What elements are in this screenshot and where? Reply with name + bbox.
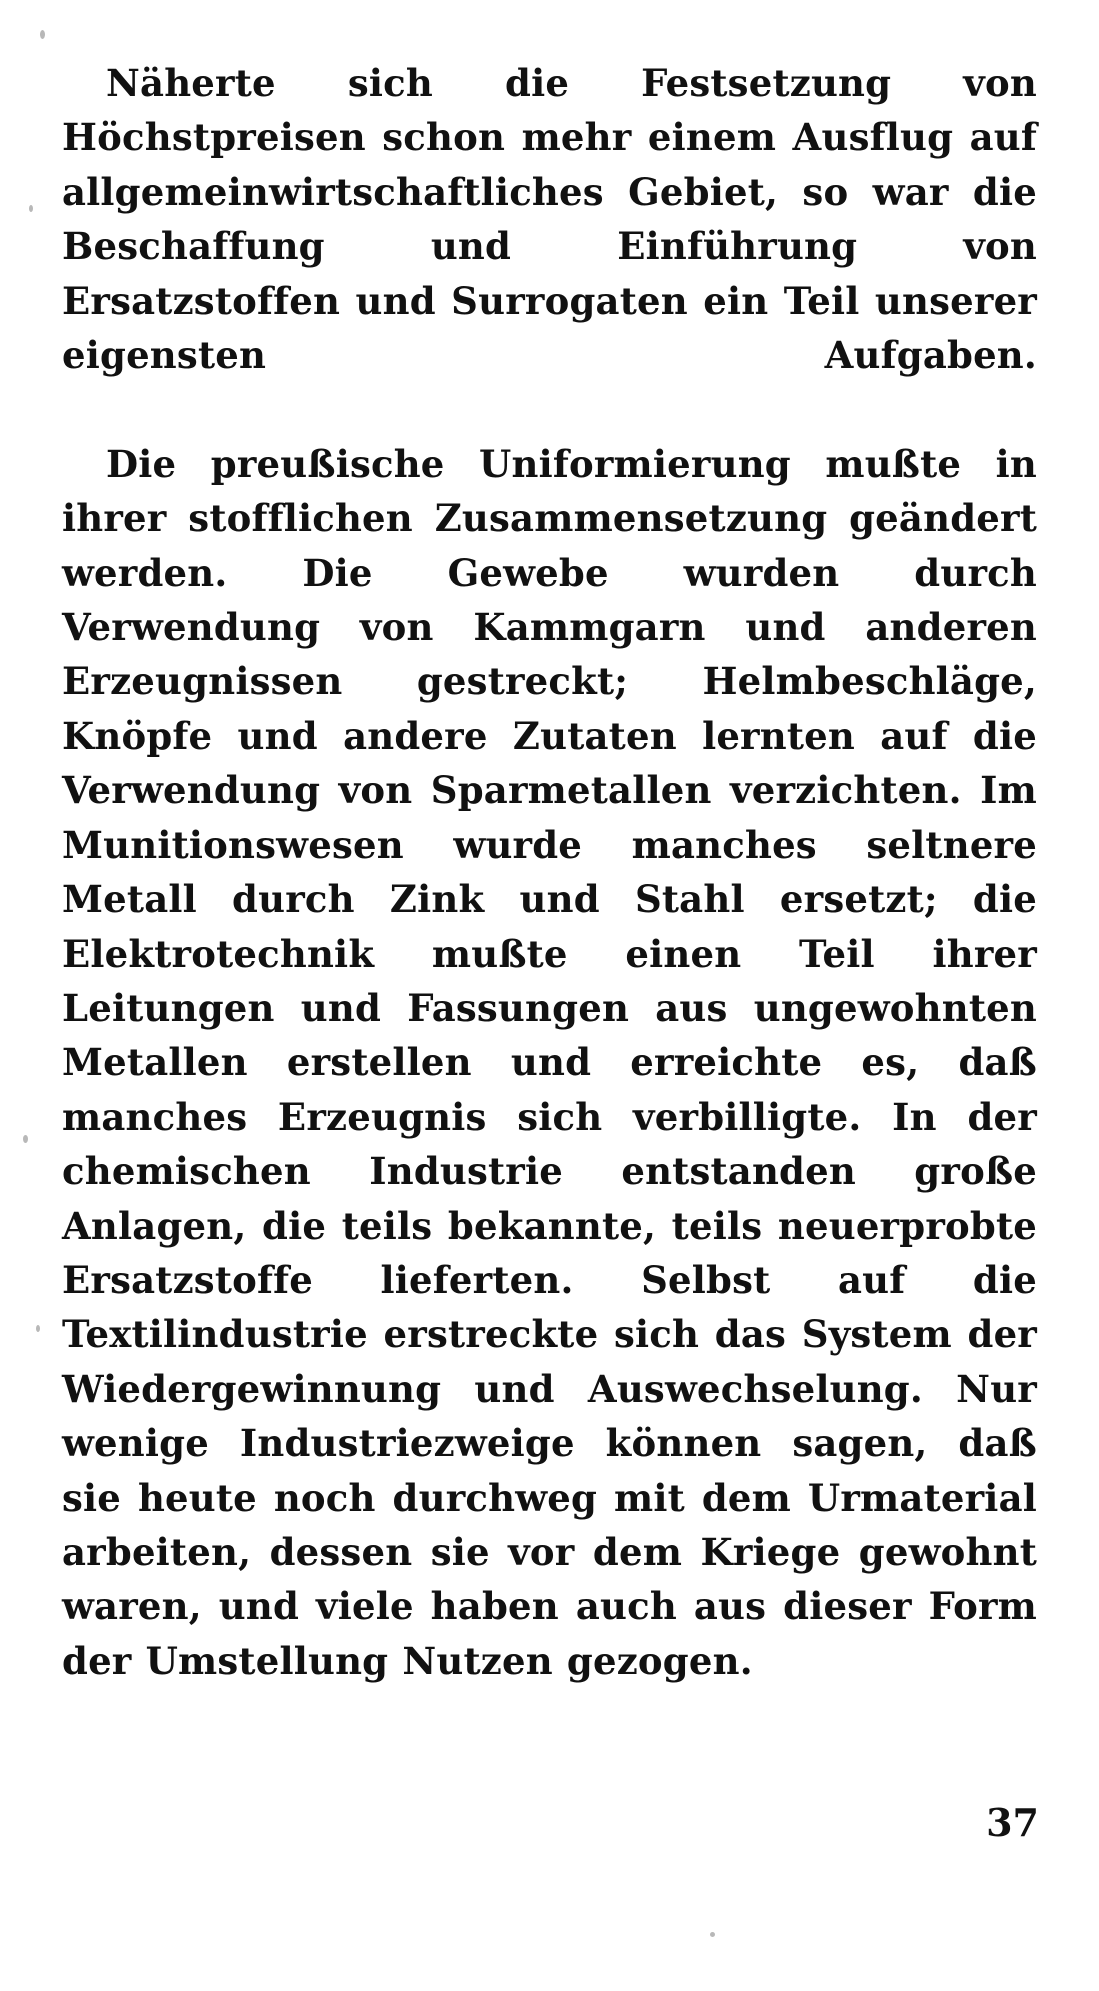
paragraph-2: Die preußische Uniformierung mußte in ihrer stofflichen Zusammensetzung geändert werden. Die Gewebe wurden durch Verwendung von Kammgarn und anderen Erzeugnissen gestreckt; Helmbeschläge, Knöpfe und andere Zutaten lernten auf die Verwendung von Sparmetallen verzichten. Im Munitionswesen wurde manches seltnere Metall durch Zink und Stahl ersetzt; die Elektrotechnik mußte einen Teil ihrer Leitungen und Fassungen aus ungewohnten Metallen erstellen und erreichte es, daß manches Erzeugnis sich verbilligte. In der chemischen Industrie entstanden große Anlagen, die teils bekannte, teils neuerprobte Ersatzstoffe lieferten. Selbst auf die Textilindustrie erstreckte sich das System der Wiedergewinnung und Auswechselung. Nur wenige Industriezweige können sagen, daß sie heute noch durchweg mit dem Urmaterial arbeiten, dessen sie vor dem Kriege gewohnt waren, und viele haben auch aus dieser Form der Umstellung Nutzen gezogen. bbox=[62, 441, 1037, 1683]
page-number: 37 bbox=[986, 1800, 1039, 1845]
scan-speck bbox=[29, 205, 33, 212]
scan-speck bbox=[40, 30, 45, 39]
scan-speck bbox=[710, 1932, 715, 1937]
scan-speck bbox=[36, 1325, 40, 1332]
scan-speck bbox=[23, 1135, 28, 1143]
body-text bbox=[62, 56, 1037, 1688]
paragraph-1: Näherte sich die Festsetzung von Höchstpreisen schon mehr einem Ausflug auf allgemeinwirtschaftliches Gebiet, so war die Beschaffung und Einführung von Ersatzstoffen und Surrogaten ein Teil unserer eigensten Aufgaben. bbox=[62, 61, 1037, 378]
